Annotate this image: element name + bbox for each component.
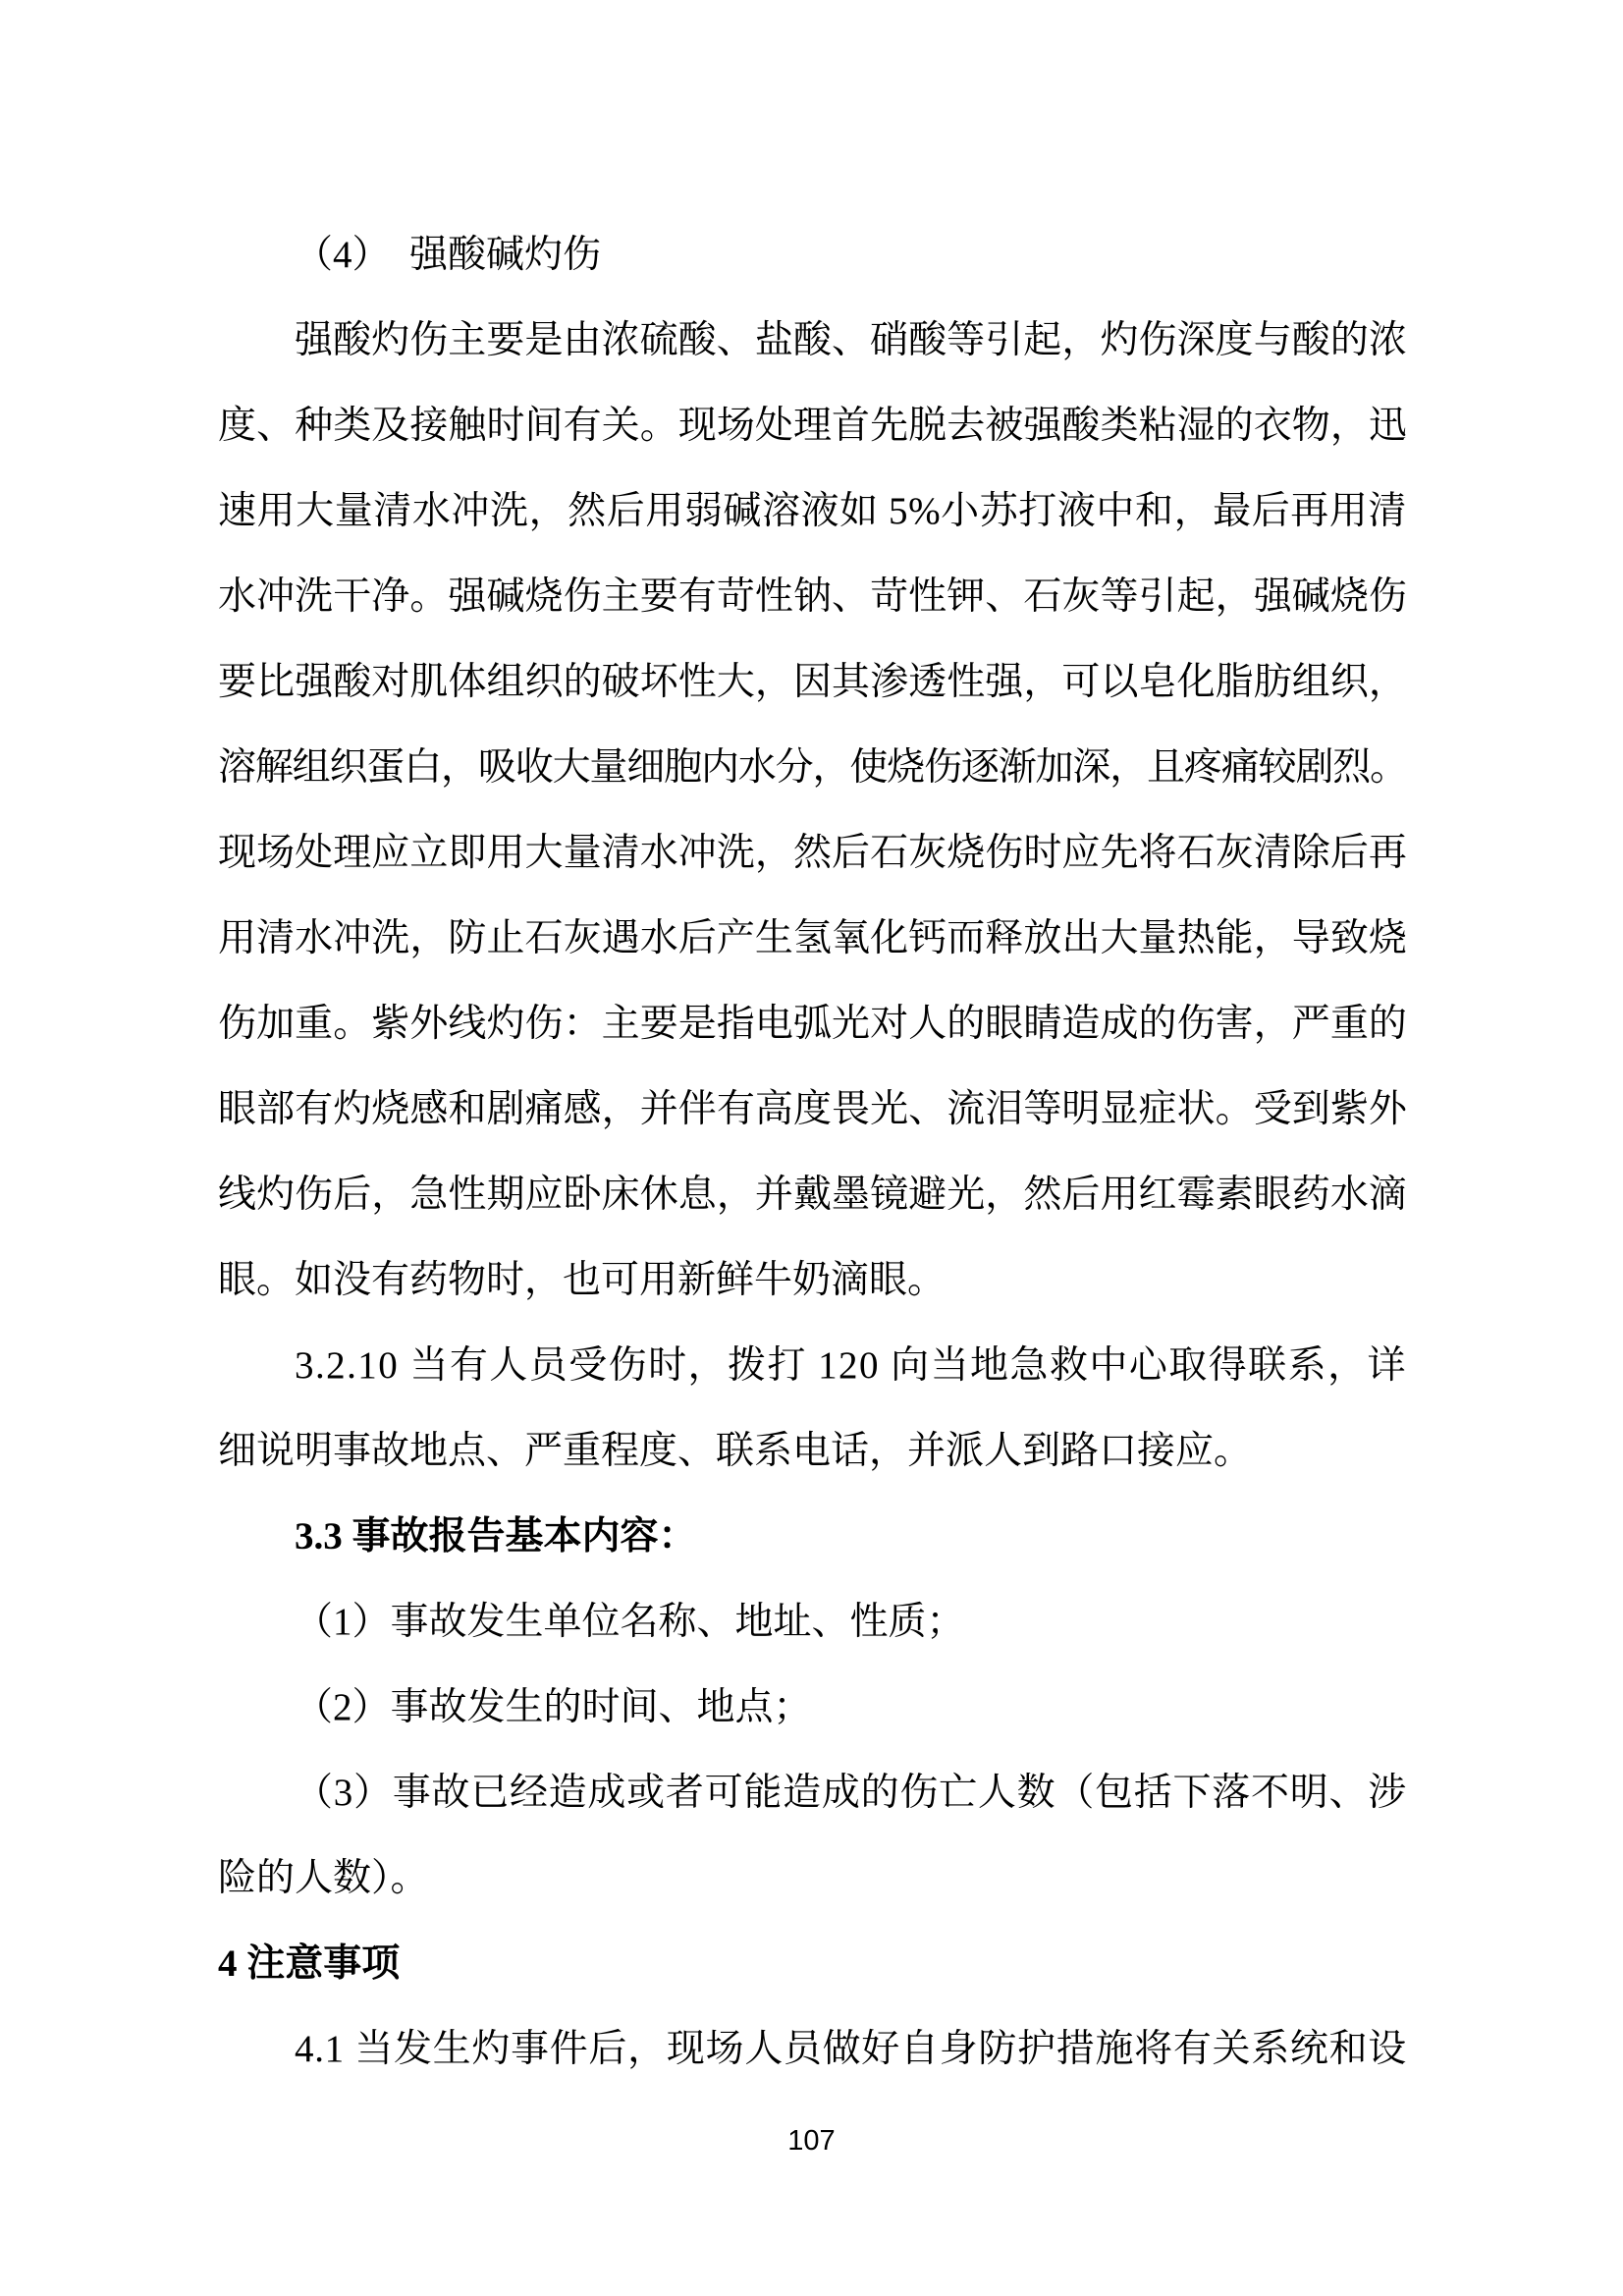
text-line-text: 线灼伤后，急性期应卧床休息，并戴墨镜避光，然后用红霉素眼药水滴 — [218, 1174, 1407, 1216]
text-line-text: 4 注意事项 — [218, 1942, 401, 1985]
text-line — [218, 1494, 1407, 1579]
text-line-text: 3.3 事故报告基本内容： — [295, 1515, 697, 1558]
text-line-text: （1）事故发生单位名称、地址、性质； — [295, 1601, 965, 1643]
text-line-text: （2）事故发生的时间、地点； — [295, 1686, 812, 1728]
text-line — [218, 1665, 1407, 1750]
text-line-text: 用清水冲洗，防止石灰遇水后产生氢氧化钙而释放出大量热能，导致烧 — [218, 917, 1407, 959]
text-line-text: 要比强酸对肌体组织的破坏性大，因其渗透性强，可以皂化脂肪组织， — [218, 661, 1407, 703]
text-line-text: 险的人数）。 — [218, 1857, 429, 1899]
text-line-text: 眼部有灼烧感和剧痛感，并伴有高度畏光、流泪等明显症状。受到紫外 — [218, 1088, 1407, 1130]
text-line — [218, 1579, 1407, 1665]
text-line-text: 现场处理应立即用大量清水冲洗，然后石灰烧伤时应先将石灰清除后再 — [218, 832, 1407, 874]
text-line — [218, 981, 1407, 1066]
text-line — [218, 810, 1407, 896]
text-line-text: 溶解组织蛋白，吸收大量细胞内水分，使烧伤逐渐加深，且疼痛较剧烈。 — [218, 746, 1407, 789]
text-line — [218, 212, 1407, 298]
text-line-text: 强酸灼伤主要是由浓硫酸、盐酸、硝酸等引起，灼伤深度与酸的浓 — [295, 319, 1407, 361]
text-line — [218, 725, 1407, 810]
text-line — [218, 1323, 1407, 1408]
text-line — [218, 1152, 1407, 1237]
text-line-text: 水冲洗干净。强碱烧伤主要有苛性钠、苛性钾、石灰等引起，强碱烧伤 — [218, 575, 1407, 618]
text-line — [218, 896, 1407, 981]
text-line — [218, 468, 1407, 554]
text-line-text: 速用大量清水冲洗，然后用弱碱溶液如 5%小苏打液中和，最后再用清 — [218, 490, 1407, 532]
text-line — [218, 2006, 1407, 2092]
page-number: 107 — [787, 2125, 836, 2157]
text-line — [218, 298, 1407, 383]
text-line — [218, 1408, 1407, 1494]
text-line — [218, 1921, 1407, 2006]
document-body — [218, 212, 1407, 2092]
text-line-text: 伤加重。紫外线灼伤：主要是指电弧光对人的眼睛造成的伤害，严重的 — [218, 1003, 1407, 1045]
text-line — [218, 1835, 1407, 1921]
text-line-text: 眼。如没有药物时，也可用新鲜牛奶滴眼。 — [218, 1259, 947, 1301]
text-line — [218, 639, 1407, 725]
text-line-text: 度、种类及接触时间有关。现场处理首先脱去被强酸类粘湿的衣物，迅 — [218, 405, 1407, 447]
text-line — [218, 1066, 1407, 1152]
text-line-text: （3）事故已经造成或者可能造成的伤亡人数（包括下落不明、涉 — [295, 1772, 1407, 1814]
text-line — [218, 1750, 1407, 1835]
text-line-text: 3.2.10 当有人员受伤时，拨打 120 向当地急救中心取得联系，详 — [295, 1344, 1407, 1387]
text-line-text: （4） 强酸碱灼伤 — [295, 234, 602, 276]
text-line — [218, 1237, 1407, 1323]
text-line — [218, 383, 1407, 468]
text-line-text: 4.1 当发生灼事件后，现场人员做好自身防护措施将有关系统和设 — [295, 2028, 1407, 2070]
text-line — [218, 554, 1407, 639]
text-line-text: 细说明事故地点、严重程度、联系电话，并派人到路口接应。 — [218, 1430, 1253, 1472]
